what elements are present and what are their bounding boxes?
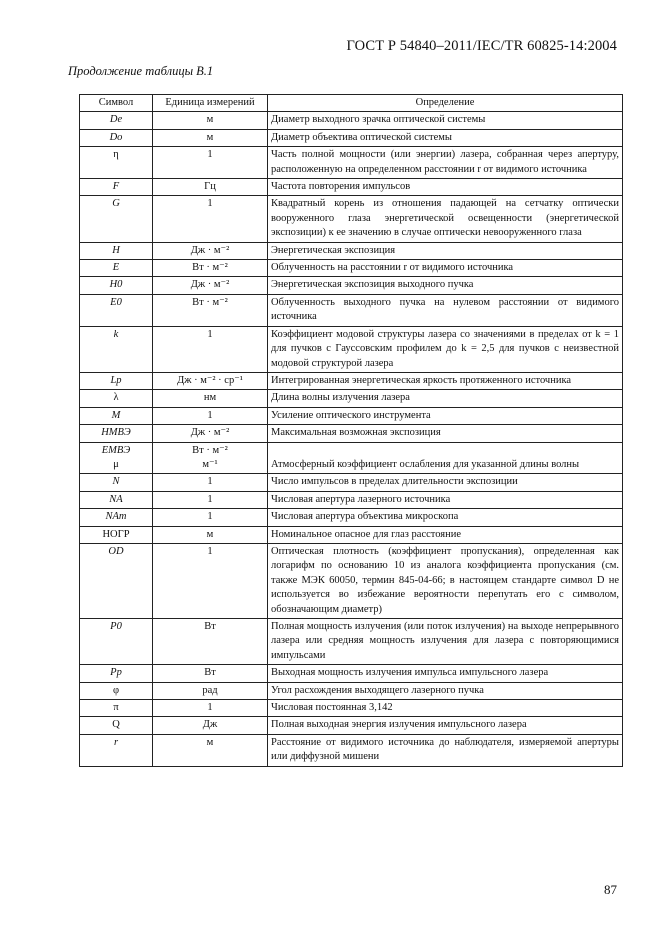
table-header-row	[80, 95, 623, 112]
unit-cell	[153, 509, 268, 526]
definition-cell: Числовая апертура лазерного источника	[268, 491, 623, 508]
unit-text: Дж · м⁻²	[190, 427, 230, 439]
unit-cell	[153, 179, 268, 196]
definition-cell: Частота повторения импульсов	[268, 179, 623, 196]
table-row	[80, 442, 623, 474]
symbol-text: НОГР	[102, 528, 130, 540]
unit-text: Вт · м⁻²	[192, 296, 228, 308]
table-row	[80, 407, 623, 424]
symbol-text: De	[109, 114, 123, 126]
unit-text: 1	[207, 198, 213, 210]
unit-cell	[153, 682, 268, 699]
symbol-cell	[80, 179, 153, 196]
symbol-text: η	[113, 149, 119, 161]
unit-text: Вт · м⁻²	[192, 444, 228, 456]
symbol-text: HМВЭ	[101, 427, 131, 439]
column-header-definition: Определение	[268, 95, 623, 112]
definition-cell: Облученность на расстоянии r от видимого источника	[268, 260, 623, 277]
definition-cell: Полная выходная энергия излучения импульсного лазера	[268, 717, 623, 734]
symbol-text: r	[113, 736, 119, 748]
unit-text: Вт · м⁻²	[192, 262, 228, 274]
symbol-text: E0	[110, 296, 122, 308]
unit-text: 1	[207, 149, 213, 161]
table-row	[80, 700, 623, 717]
symbol-cell	[80, 619, 153, 665]
definition-cell: Угол расхождения выходящего лазерного пучка	[268, 682, 623, 699]
symbol-cell	[80, 196, 153, 242]
symbol-cell	[80, 407, 153, 424]
symbol-cell	[80, 260, 153, 277]
symbol-text: λ	[113, 392, 119, 404]
symbol-cell	[80, 717, 153, 734]
unit-text: рад	[202, 684, 218, 696]
symbol-text: NAm	[105, 511, 127, 523]
definition-cell: Усиление оптического инструмента	[268, 407, 623, 424]
table-row	[80, 474, 623, 491]
symbol-cell	[80, 425, 153, 442]
unit-cell	[153, 700, 268, 717]
definition-cell: Часть полной мощности (или энергии) лазера, собранная через апертуру, расположенную на определенном расстоянии r от видимого источника	[268, 147, 623, 179]
symbol-cell	[80, 491, 153, 508]
definition-cell: Полная мощность излучения (или поток излучения) на выходе непрерывного лазера или средняя мощность излучения для лазера с повторяющимися импульсами	[268, 619, 623, 665]
symbol-cell	[80, 147, 153, 179]
unit-text: нм	[203, 392, 217, 404]
unit-cell	[153, 372, 268, 389]
unit-text: 1	[207, 409, 213, 421]
unit-text: 1	[207, 511, 213, 523]
table-body	[80, 112, 623, 766]
symbol-cell	[80, 700, 153, 717]
definition-cell: Атмосферный коэффициент ослабления для указанной длины волны	[268, 442, 623, 474]
table-row	[80, 526, 623, 543]
definition-cell: Облученность выходного пучка на нулевом расстоянии от видимого источника	[268, 294, 623, 326]
definition-cell: Интегрированная энергетическая яркость протяженного источника	[268, 372, 623, 389]
unit-cell	[153, 294, 268, 326]
unit-cell	[153, 260, 268, 277]
unit-cell	[153, 442, 268, 474]
table-row	[80, 543, 623, 618]
definition-cell: Выходная мощность излучения импульса импульсного лазера	[268, 665, 623, 682]
table-row	[80, 326, 623, 372]
symbol-text: π	[113, 702, 119, 714]
unit-cell	[153, 147, 268, 179]
table-row	[80, 112, 623, 129]
unit-cell	[153, 665, 268, 682]
unit-cell	[153, 390, 268, 407]
unit-cell	[153, 526, 268, 543]
symbol-text: Q	[112, 719, 120, 731]
unit-text: Дж · м⁻² · ср⁻¹	[177, 374, 243, 386]
symbol-cell	[80, 442, 153, 474]
unit-text: 1	[207, 702, 213, 714]
symbol-text: G	[112, 198, 120, 210]
table-row	[80, 294, 623, 326]
unit-text: Вт	[204, 621, 216, 632]
symbol-text: Pp	[110, 667, 122, 679]
symbol-text: NA	[109, 493, 123, 505]
symbol-text: H	[112, 244, 120, 256]
definition-cell: Длина волны излучения лазера	[268, 390, 623, 407]
unit-cell	[153, 474, 268, 491]
unit-cell	[153, 717, 268, 734]
table-row	[80, 260, 623, 277]
unit-cell	[153, 425, 268, 442]
table-row	[80, 242, 623, 259]
symbol-text: Lp	[110, 374, 122, 386]
table-row	[80, 619, 623, 665]
unit-cell	[153, 326, 268, 372]
table-row	[80, 717, 623, 734]
unit-text: м	[206, 736, 214, 748]
symbol-cell	[80, 682, 153, 699]
symbol-text: k	[113, 328, 119, 340]
symbol-text: P0	[110, 621, 122, 632]
unit-cell	[153, 242, 268, 259]
definition-cell: Диаметр объектива оптической системы	[268, 129, 623, 146]
unit-text: 1	[207, 328, 213, 340]
unit-text: Дж	[202, 719, 218, 731]
definition-cell: Расстояние от видимого источника до наблюдателя, измеряемой апертуры или диффузной мишени	[268, 734, 623, 766]
unit-text: Дж · м⁻²	[190, 244, 230, 256]
table-row	[80, 682, 623, 699]
symbol-text: E	[112, 262, 120, 274]
unit-text: Гц	[204, 181, 216, 193]
symbol-text: Do	[109, 131, 123, 143]
table-row	[80, 147, 623, 179]
definition-cell: Энергетическая экспозиция	[268, 242, 623, 259]
symbol-cell	[80, 112, 153, 129]
symbol-cell	[80, 543, 153, 618]
table-caption: Продолжение таблицы В.1	[68, 64, 214, 78]
unit-cell	[153, 543, 268, 618]
table-row	[80, 734, 623, 766]
unit-cell	[153, 734, 268, 766]
unit-cell	[153, 196, 268, 242]
definition-cell: Диаметр выходного зрачка оптической системы	[268, 112, 623, 129]
symbol-cell	[80, 390, 153, 407]
unit-cell	[153, 619, 268, 665]
table-row	[80, 372, 623, 389]
table-row	[80, 196, 623, 242]
definition-cell: Оптическая плотность (коэффициент пропускания), определенная как логарифм по основанию 10 из аналога коэффициента пропускания (см. также МЭК 60050, термин 845-04-66; в настоящем стандарте символ D не используется во избежание вероятности перепутать его с символом, обозначающим диаметр)	[268, 543, 623, 618]
symbol-text: μ	[113, 458, 119, 470]
table-row	[80, 491, 623, 508]
unit-text: м	[206, 528, 214, 540]
definition-cell: Номинальное опасное для глаз расстояние	[268, 526, 623, 543]
unit-cell	[153, 112, 268, 129]
column-header-unit: Единица измерений	[153, 95, 268, 112]
definition-cell: Число импульсов в пределах длительности экспозиции	[268, 474, 623, 491]
definition-cell: Коэффициент модовой структуры лазера со значениями в пределах от k = 1 для пучков с Гауссовским профилем до k = 2,5 для пучков с неизвестной модовой структурой лазера	[268, 326, 623, 372]
unit-text: 1	[207, 493, 213, 505]
definition-cell: Энергетическая экспозиция выходного пучка	[268, 277, 623, 294]
column-header-symbol: Символ	[80, 95, 153, 112]
table-row	[80, 179, 623, 196]
page-number: 87	[604, 882, 617, 897]
unit-cell	[153, 407, 268, 424]
unit-text: 1	[207, 476, 213, 488]
symbol-text: φ	[112, 684, 120, 696]
unit-cell	[153, 277, 268, 294]
definition-cell: Числовая апертура объектива микроскопа	[268, 509, 623, 526]
symbol-cell	[80, 242, 153, 259]
symbol-text: M	[111, 409, 121, 421]
table-row	[80, 277, 623, 294]
symbol-cell	[80, 294, 153, 326]
definition-cell: Числовая постоянная 3,142	[268, 700, 623, 717]
symbol-cell	[80, 277, 153, 294]
unit-text: м⁻¹	[202, 458, 218, 470]
table-row	[80, 509, 623, 526]
unit-text: Дж · м⁻²	[190, 279, 230, 291]
unit-text: Вт	[204, 667, 216, 679]
symbol-cell	[80, 509, 153, 526]
table-row	[80, 665, 623, 682]
definition-cell: Квадратный корень из отношения падающей на сетчатку оптически вооруженного глаза энергетической освещенности (энергетической экспозиции) к ее значению в случае оптически невооруженного глаза	[268, 196, 623, 242]
table-row	[80, 129, 623, 146]
symbol-text: OD	[108, 545, 124, 557]
unit-text: 1	[207, 545, 213, 557]
definition-cell: Максимальная возможная экспозиция	[268, 425, 623, 442]
symbol-text: F	[112, 181, 120, 193]
unit-text: м	[206, 131, 214, 143]
unit-cell	[153, 129, 268, 146]
symbol-cell	[80, 326, 153, 372]
table-row	[80, 390, 623, 407]
symbol-cell	[80, 526, 153, 543]
symbol-text: EМВЭ	[101, 444, 131, 456]
symbol-text: N	[112, 476, 120, 488]
symbol-cell	[80, 129, 153, 146]
symbol-cell	[80, 665, 153, 682]
table-row	[80, 425, 623, 442]
symbol-cell	[80, 372, 153, 389]
symbols-table	[79, 94, 623, 767]
symbol-cell	[80, 734, 153, 766]
symbol-text: H0	[109, 279, 123, 291]
symbol-cell	[80, 474, 153, 491]
unit-text: м	[206, 114, 214, 126]
document-header: ГОСТ Р 54840–2011/IEC/TR 60825-14:2004	[346, 38, 617, 54]
unit-cell	[153, 491, 268, 508]
